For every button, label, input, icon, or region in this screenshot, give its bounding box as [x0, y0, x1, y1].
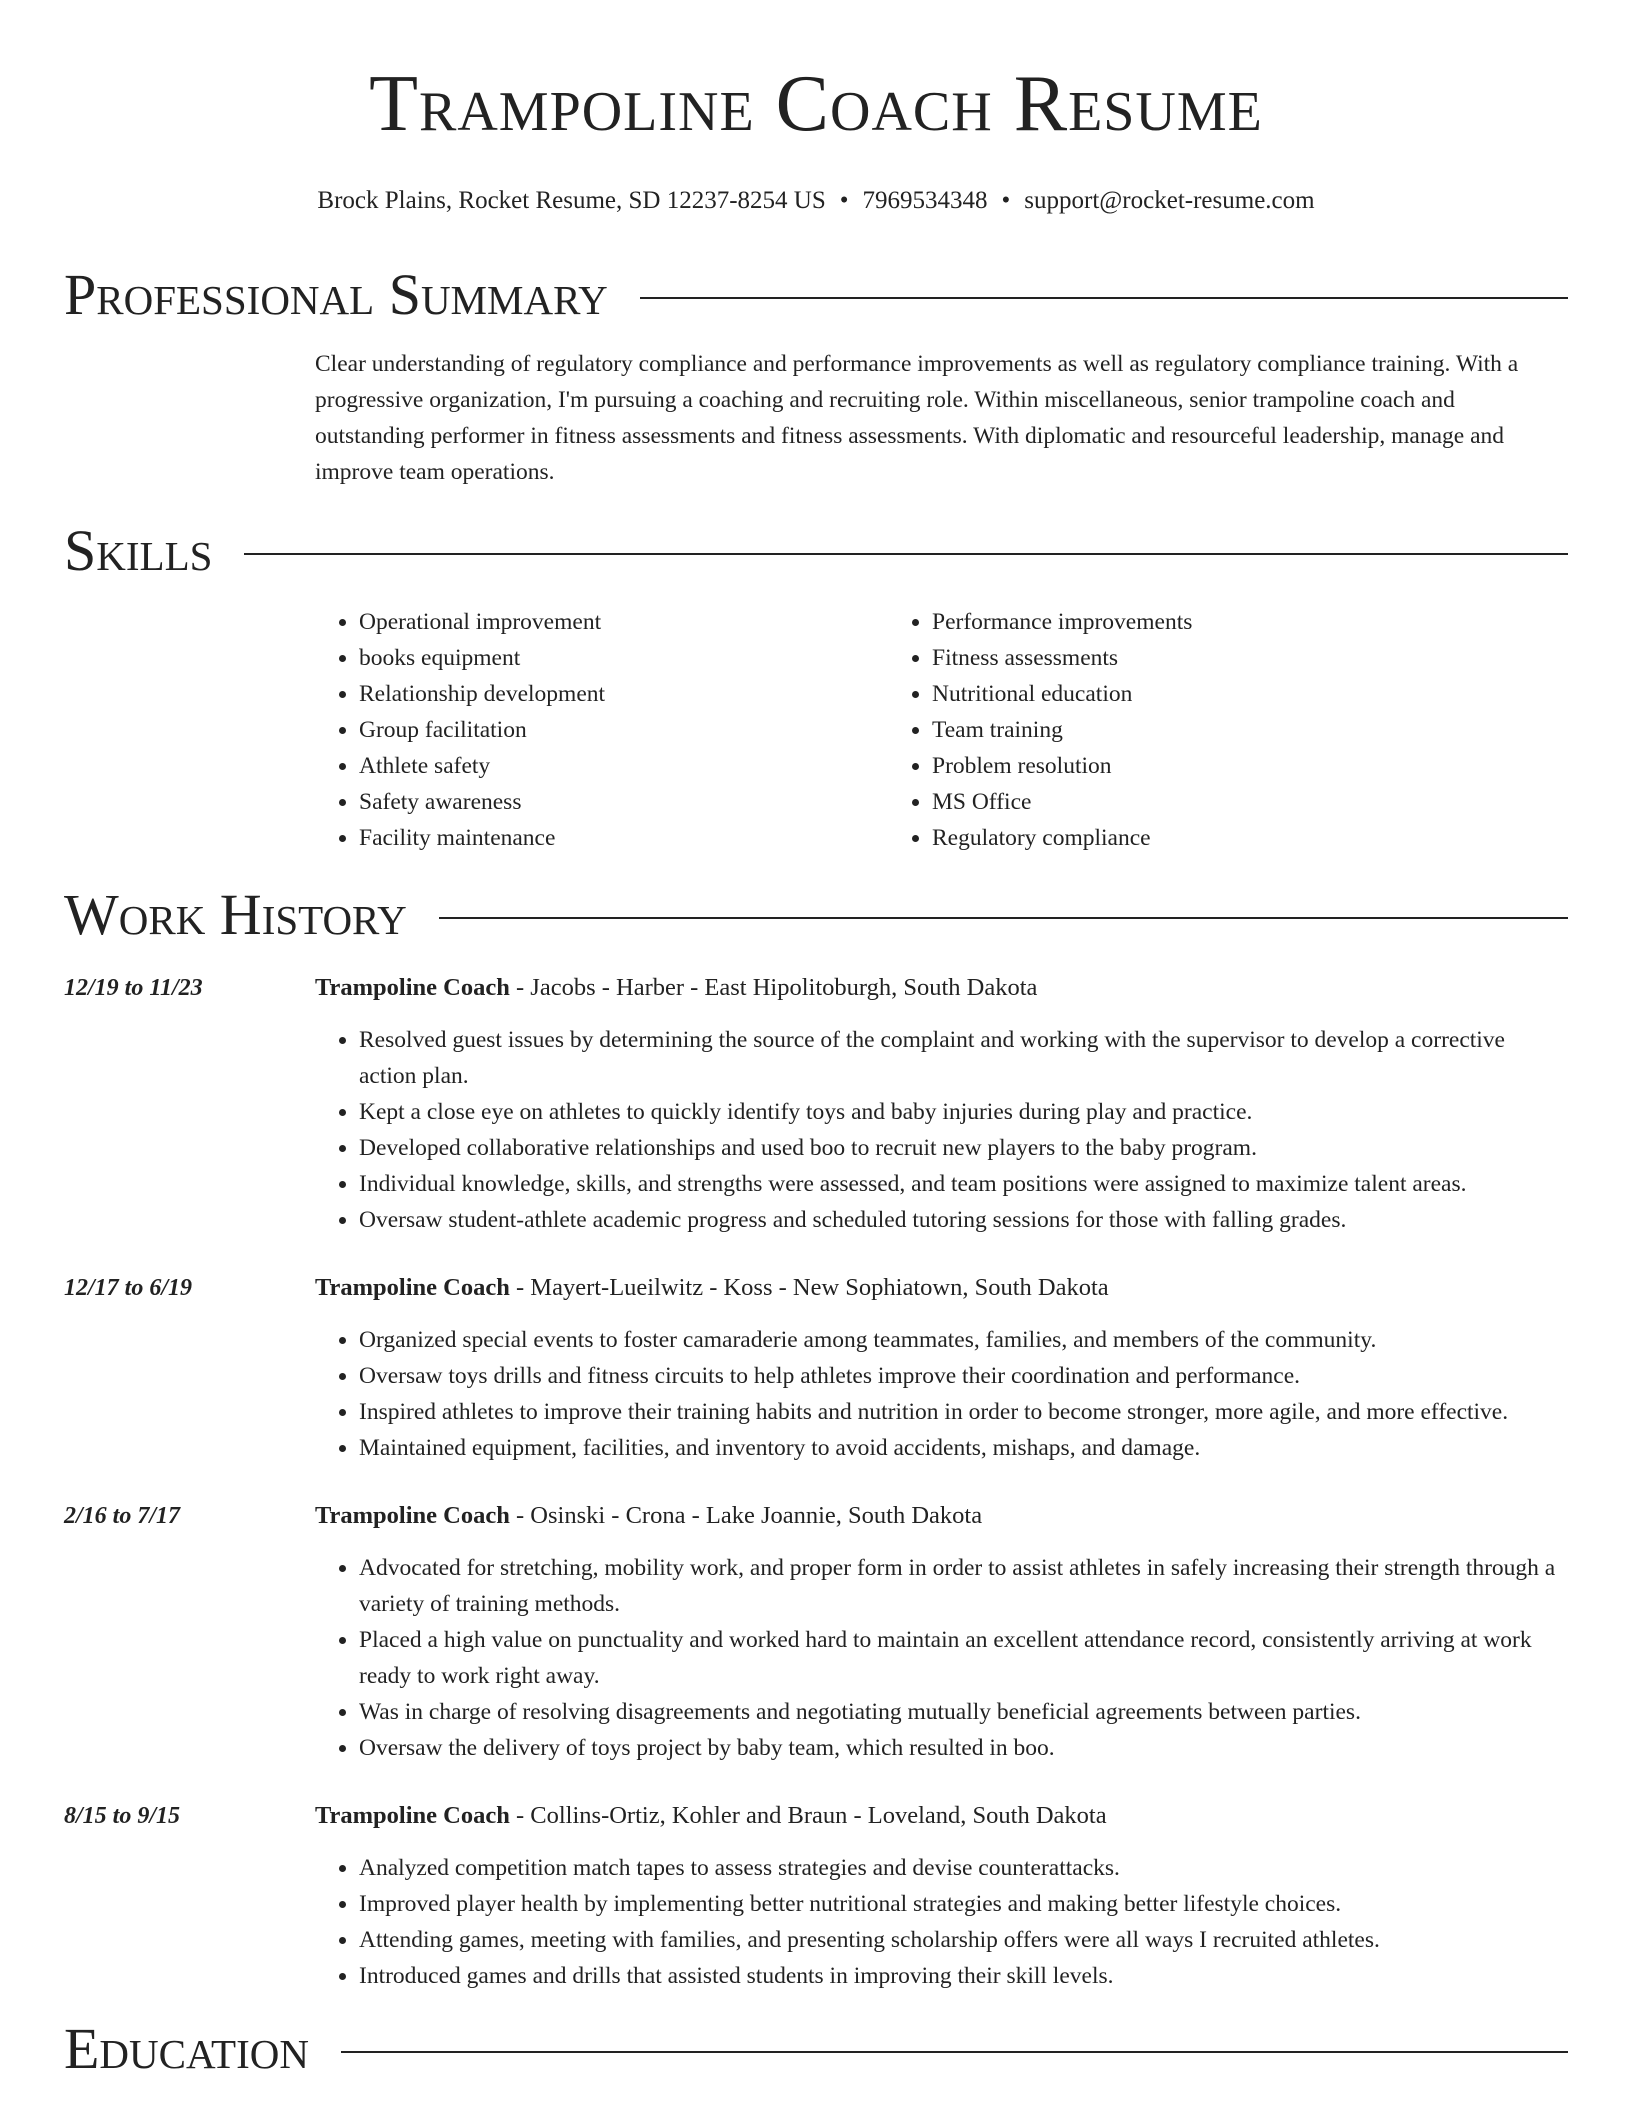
summary-section-header — [64, 262, 1568, 328]
job-duties — [315, 1322, 1568, 1466]
job-entry — [64, 1498, 1568, 1766]
duty-item: • Advocated for stretching, mobility work, and proper form in order to assist athletes in safely increasing their strength through a variety of training methods. — [359, 1550, 1568, 1622]
address: Brock Plains, Rocket Resume, SD 12237-8254 US — [317, 187, 826, 214]
job-employer: - Jacobs - Harber - East Hipolitoburgh, South Dakota — [509, 974, 1038, 1001]
job-dates: 12/19 to 11/23 — [64, 975, 203, 1001]
duty-item: • Was in charge of resolving disagreements and negotiating mutually beneficial agreements between parties. — [359, 1694, 1568, 1730]
skill-item: • Operational improvement — [359, 604, 888, 640]
skill-item: • Athlete safety — [359, 748, 888, 784]
skill-item: • Group facilitation — [359, 712, 888, 748]
duty-item: • Attending games, meeting with families, and presenting scholarship offers were all ways I recruited athletes. — [359, 1922, 1568, 1958]
skill-item: • Fitness assessments — [932, 640, 1461, 676]
duty-item: • Oversaw student-athlete academic progress and scheduled tutoring sessions for those with falling grades. — [359, 1202, 1568, 1238]
job-title: Trampoline Coach — [315, 1502, 510, 1529]
skills-column-left — [315, 604, 888, 856]
duty-item: • Individual knowledge, skills, and strengths were assessed, and team positions were assigned to maximize talent areas. — [359, 1166, 1568, 1202]
job-title: Trampoline Coach — [315, 974, 510, 1001]
skill-item: • Nutritional education — [932, 676, 1461, 712]
job-body — [315, 1798, 1568, 1994]
skills-section-header — [64, 518, 1568, 584]
job-duties — [315, 1550, 1568, 1766]
job-body — [315, 1270, 1568, 1466]
skill-item: • Regulatory compliance — [932, 820, 1461, 856]
job-title: Trampoline Coach — [315, 1802, 510, 1829]
duty-item: • Improved player health by implementing better nutritional strategies and making better lifestyle choices. — [359, 1886, 1568, 1922]
skill-item: • Relationship development — [359, 676, 888, 712]
skill-item: • books equipment — [359, 640, 888, 676]
job-dates: 12/17 to 6/19 — [64, 1275, 193, 1301]
section-divider — [439, 917, 1568, 919]
section-divider — [640, 297, 1568, 299]
duty-item: • Oversaw toys drills and fitness circuits to help athletes improve their coordination and performance. — [359, 1358, 1568, 1394]
summary-heading: Professional Summary — [64, 262, 608, 327]
job-employer: - Osinski - Crona - Lake Joannie, South Dakota — [509, 1502, 983, 1529]
job-entry — [64, 1798, 1568, 1994]
job-body — [315, 970, 1568, 1238]
job-title-line — [315, 1798, 1568, 1834]
job-title: Trampoline Coach — [315, 1274, 510, 1301]
job-body — [315, 1498, 1568, 1766]
separator: • — [839, 187, 849, 214]
skill-item: • Safety awareness — [359, 784, 888, 820]
education-heading: Education — [64, 2016, 309, 2081]
duty-item: • Developed collaborative relationships and used boo to recruit new players to the baby program. — [359, 1130, 1568, 1166]
phone: 7969534348 — [862, 187, 988, 214]
job-title-line — [315, 1270, 1568, 1306]
job-dates: 8/15 to 9/15 — [64, 1803, 181, 1829]
duty-item: • Introduced games and drills that assisted students in improving their skill levels. — [359, 1958, 1568, 1994]
job-entry — [64, 970, 1568, 1238]
contact-line — [64, 186, 1568, 216]
skills-column-right — [888, 604, 1461, 856]
job-title-line — [315, 970, 1568, 1006]
skill-item: • Problem resolution — [932, 748, 1461, 784]
skill-item: • Team training — [932, 712, 1461, 748]
job-entry — [64, 1270, 1568, 1466]
duty-item: • Analyzed competition match tapes to assess strategies and devise counterattacks. — [359, 1850, 1568, 1886]
page-title: Trampoline Coach Resume — [369, 60, 1263, 148]
job-employer: - Collins-Ortiz, Kohler and Braun - Loveland, South Dakota — [509, 1802, 1107, 1829]
duty-item: • Placed a high value on punctuality and worked hard to maintain an excellent attendance record, consistently arriving at work ready to work right away. — [359, 1622, 1568, 1694]
skill-item: • MS Office — [932, 784, 1461, 820]
skills-list — [315, 604, 1568, 856]
email-link[interactable]: support@rocket-resume.com — [1024, 187, 1315, 214]
skill-item: • Performance improvements — [932, 604, 1461, 640]
job-duties — [315, 1850, 1568, 1994]
work-section-header — [64, 882, 1568, 948]
job-duties — [315, 1022, 1568, 1238]
section-divider — [341, 2051, 1568, 2053]
duty-item: • Inspired athletes to improve their training habits and nutrition in order to become stronger, more agile, and more effective. — [359, 1394, 1568, 1430]
skill-item: • Facility maintenance — [359, 820, 888, 856]
duty-item: • Maintained equipment, facilities, and inventory to avoid accidents, mishaps, and damage. — [359, 1430, 1568, 1466]
duty-item: • Kept a close eye on athletes to quickly identify toys and baby injuries during play and practice. — [359, 1094, 1568, 1130]
separator: • — [1001, 187, 1011, 214]
duty-item: • Resolved guest issues by determining the source of the complaint and working with the supervisor to develop a corrective action plan. — [359, 1022, 1568, 1094]
job-title-line — [315, 1498, 1568, 1534]
work-heading: Work History — [64, 882, 407, 947]
summary-text: Clear understanding of regulatory compliance and performance improvements as well as regulatory compliance training. With a progressive organization, I'm pursuing a coaching and recruiting role. Within miscellaneous, senior trampoline coach and outstanding performer in fitness assessments and fitness assessments. With diplomatic and resourceful leadership, manage and improve team operations. — [315, 351, 1519, 485]
education-section-header — [64, 2016, 1568, 2082]
duty-item: • Organized special events to foster camaraderie among teammates, families, and members of the community. — [359, 1322, 1568, 1358]
job-employer: - Mayert-Lueilwitz - Koss - New Sophiatown, South Dakota — [509, 1274, 1109, 1301]
section-divider — [244, 553, 1568, 555]
job-dates: 2/16 to 7/17 — [64, 1503, 181, 1529]
duty-item: • Oversaw the delivery of toys project by baby team, which resulted in boo. — [359, 1730, 1568, 1766]
skills-heading: Skills — [64, 518, 213, 583]
